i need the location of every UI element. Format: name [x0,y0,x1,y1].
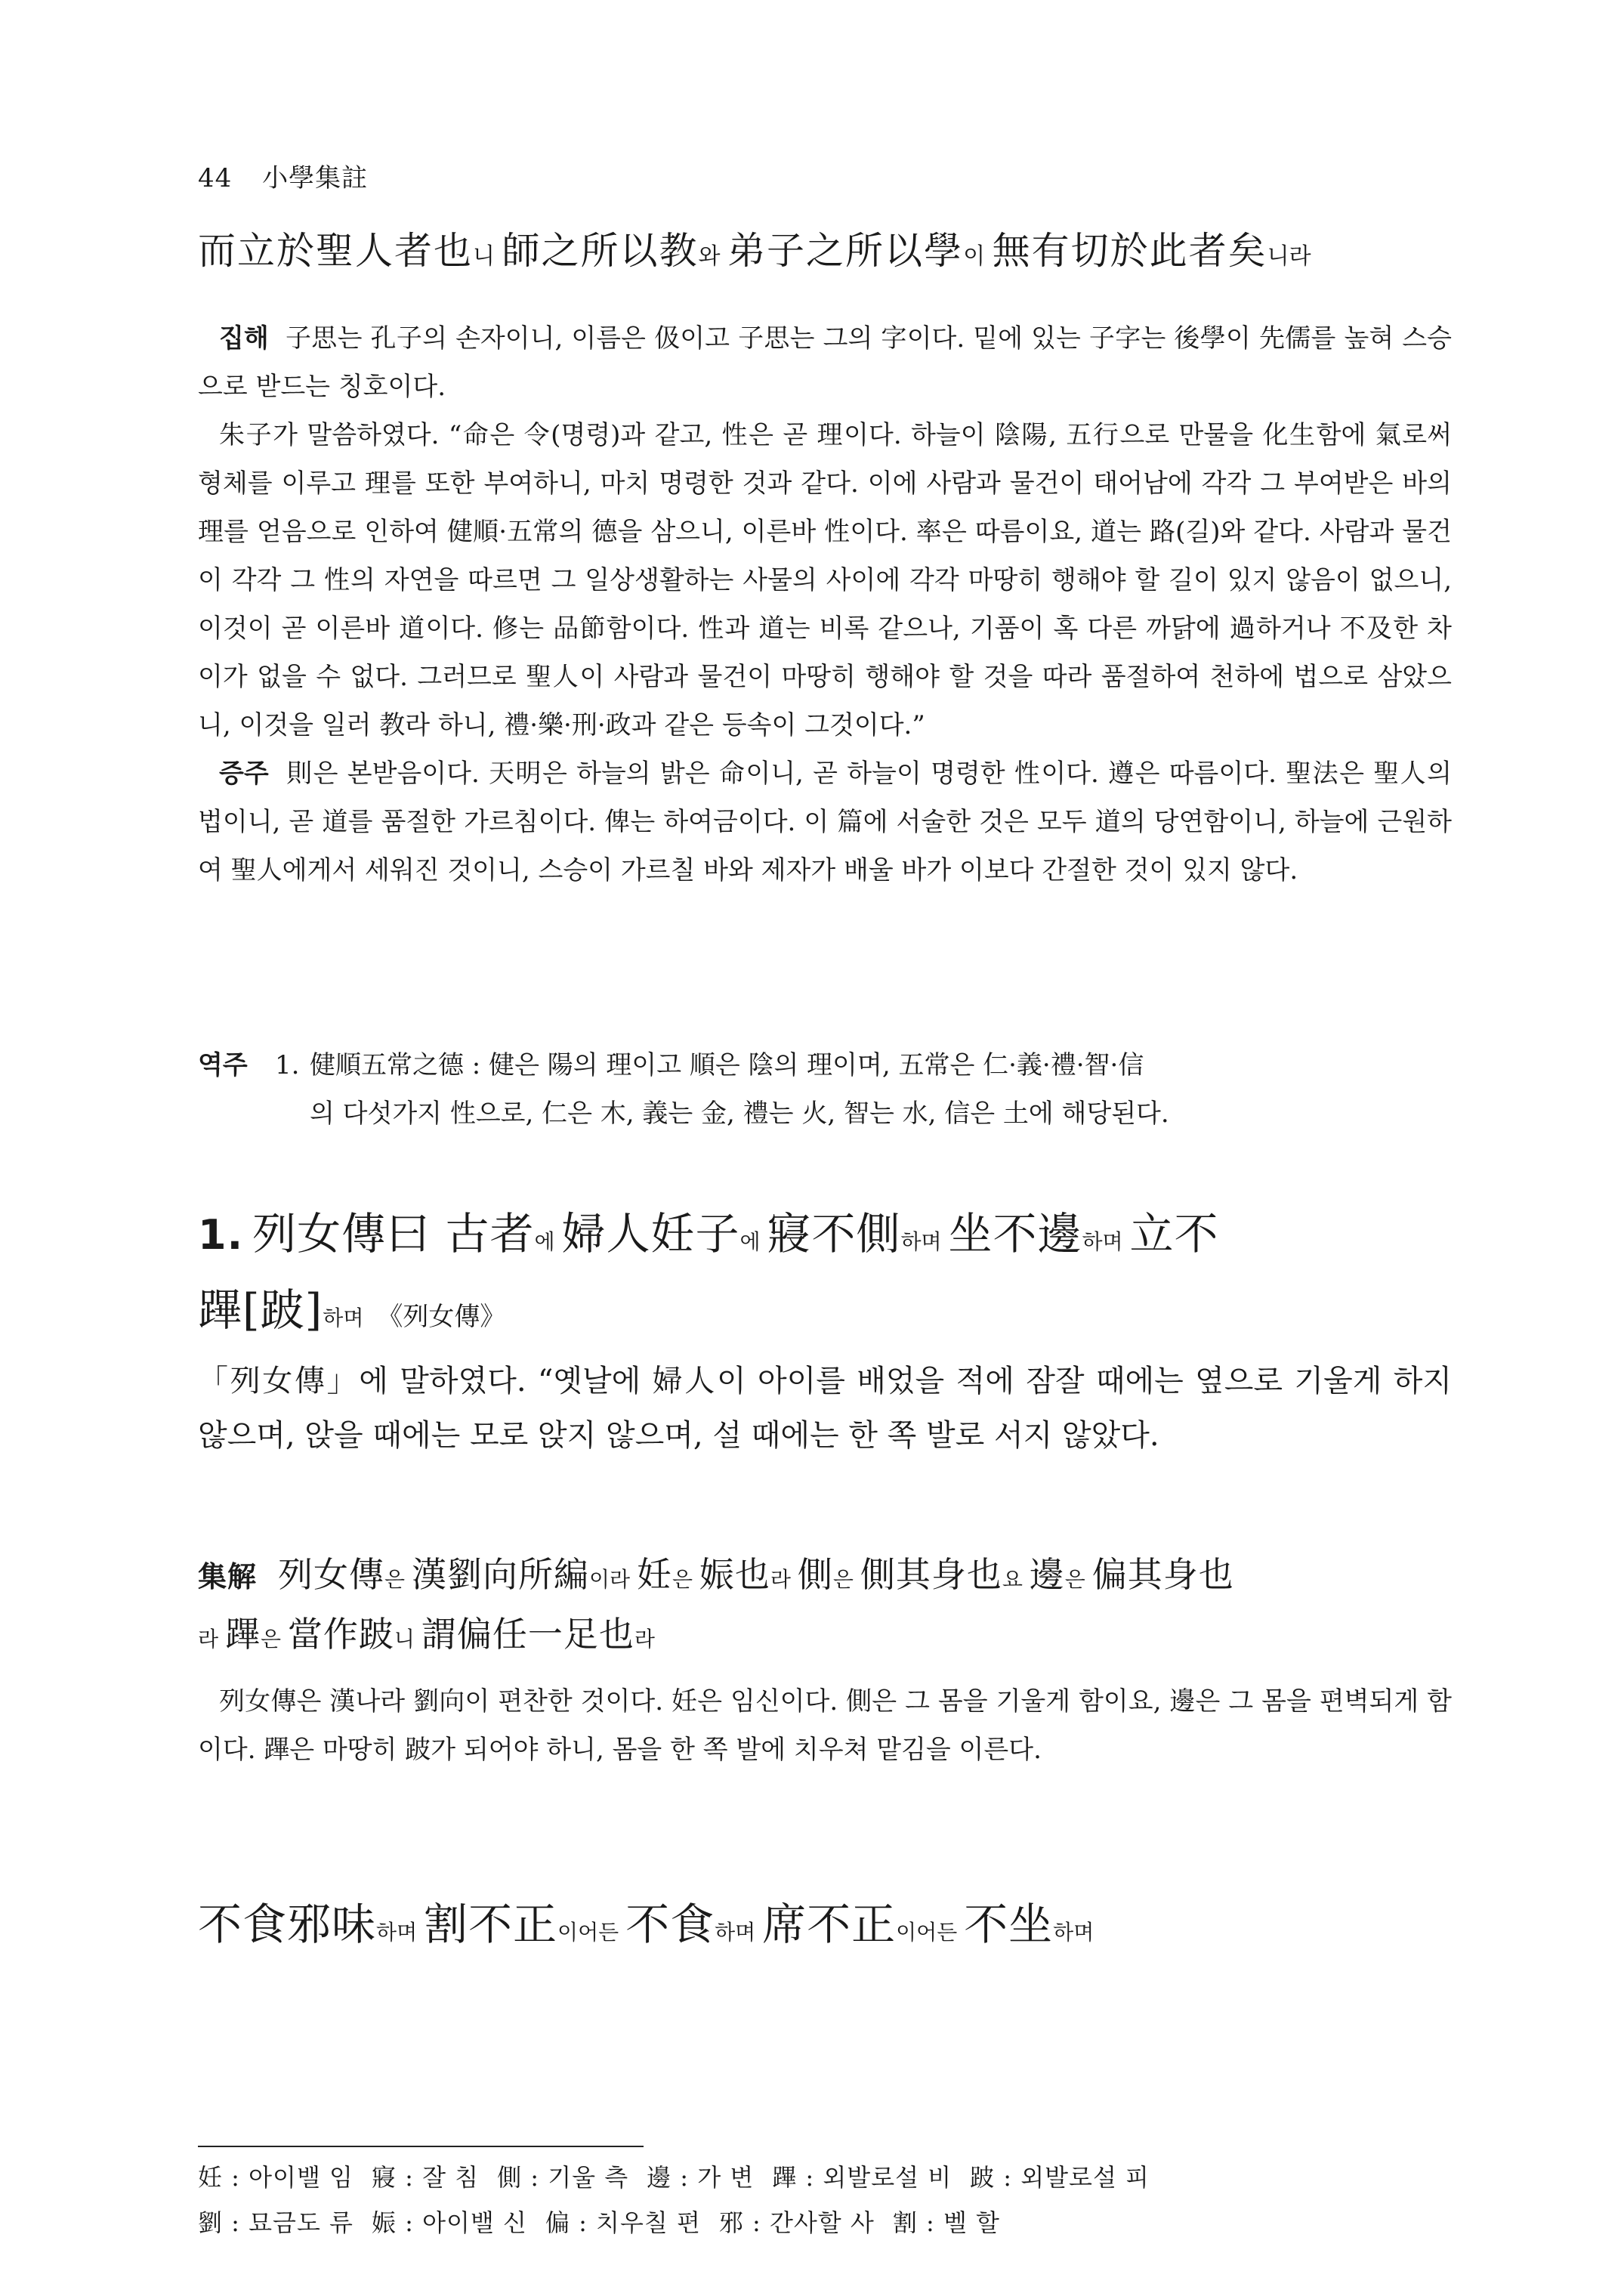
zhuzi-commentary: 朱子가 말씀하였다. “命은 令(명령)과 같고, 性은 곧 理이다. 하늘이 陰陽, 五行으로 만물을 化生함에 氣로써 형체를 이루고 理를 또한 부여하니, 마치 명령한 것과 같다. 이에 사람과 물건이 태어남에 각각 그 부여받은 바의 理를 얻음으로 인하여 健順·五常의 德을 삼으니, 이른바 性이다. 率은 따름이요, 道는 路(길)와 같다. 사람과 물건이 각각 그 性의 자연을 따르면 그 일상생활하는 사물의 사이에 각각 마땅히 행해야 할 길이 있지 않음이 없으니, 이것이 곧 이른바 道이다. 修는 品節함이다. 性과 道는 비록 같으나, 기품이 혹 다른 까닭에 過하거나 不及한 차이가 없을 수 없다. 그러므로 聖人이 사람과 물건이 마땅히 행해야 할 것을 따라 품절하여 천하에 법으로 삼았으니, 이것을 일러 教라 하니, 禮·樂·刑·政과 같은 등속이 그것이다.” [198,420,1452,740]
hangul-particle: 니라 [1267,243,1311,270]
section-heading-line-2 [198,1284,363,1336]
running-header [198,157,1452,194]
classical-text-line [198,227,1452,276]
section-number: 1. [198,1211,244,1259]
hangul-particle: 은 [672,1567,699,1592]
hanja-text: 不食邪味 [198,1899,377,1950]
footnote-divider [198,2146,644,2147]
hangul-particle: 하며 [1053,1920,1095,1945]
hangul-particle: 하며 [715,1920,763,1945]
hangul-particle: 하며 [323,1306,364,1330]
hanja-text: 列女傳 [278,1554,385,1595]
jiphae-translation-text: 列女傳은 漢나라 劉向이 편찬한 것이다. 妊은 임신이다. 側은 그 몸을 기울게 함이요, 邊은 그 몸을 편벽되게 함이다. 蹕은 마땅히 跛가 되어야 하니, 몸을 한 쪽 발에 치우쳐 맡김을 이른다. [198,1686,1452,1765]
glossary-row-1 [198,2155,1452,2200]
hangul-particle: 이라 [588,1567,637,1592]
glossary-entry: 妊 : 아이밸 임 [198,2163,354,2192]
korean-translation [198,1354,1452,1463]
hanja-text: 不食 [625,1899,715,1950]
glossary-entry: 寢 : 잘 침 [371,2163,480,2192]
hangul-particle: 하며 [900,1229,949,1254]
translator-note [198,1041,1452,1138]
hanja-text: 立不 [1129,1208,1219,1259]
note-line-1: 健順五常之德 : 健은 陽의 理이고 順은 陰의 理이며, 五常은 仁·義·禮·智·信 [310,1050,1144,1080]
jiphae-block [198,314,1452,895]
book-title: 小學集註 [262,163,369,193]
jiphae-classical-label: 集解 [198,1559,258,1593]
note-line-2: 의 다섯가지 性으로, 仁은 木, 義는 金, 禮는 火, 智는 水, 信은 土에 해당된다. [310,1099,1169,1129]
hanja-text: 婦人妊子 [561,1208,740,1259]
hanja-text: 列女傳曰 古者 [252,1208,535,1259]
glossary-entry: 邊 : 가 변 [647,2163,755,2192]
yeokju-label: 역주 [198,1050,248,1080]
glossary-entry: 娠 : 아이밸 신 [371,2208,527,2237]
hangul-particle: 은 [832,1567,860,1592]
hanja-text: 側 [797,1554,833,1595]
glossary-entry: 邪 : 간사할 사 [718,2208,875,2237]
note-number: 1. [275,1050,300,1080]
hanja-text: 偏其身也 [1091,1554,1234,1595]
jiphae-classical-line-1 [278,1554,1234,1595]
hanja-text: 當作跛 [287,1614,394,1655]
hanja-text: 蹕 [224,1614,261,1655]
glossary-entry: 劉 : 묘금도 류 [198,2208,354,2237]
page-number: 44 [198,163,233,193]
classical-text-line-2 [198,1889,1452,1952]
section-heading [198,1200,1452,1352]
hanja-text: 不坐 [964,1899,1054,1950]
hanja-text: 無有切於此者矣 [992,229,1267,273]
hanja-text: 蹕[跛] [198,1284,323,1336]
hanja-text: 謂偏任一足也 [421,1614,634,1655]
glossary-entry: 割 : 벨 할 [892,2208,1000,2237]
hangul-particle: 라 [634,1627,655,1652]
hanja-text: 而立於聖人者也 [198,229,473,273]
hanja-text: 坐不邊 [948,1208,1082,1259]
hangul-particle: 은 [1064,1567,1092,1592]
hangul-particle: 라 [770,1567,798,1592]
glossary-entry: 蹕 : 외발로설 비 [772,2163,952,2192]
jiphae-label: 집해 [219,323,269,354]
section-source: 《列女傳》 [377,1302,506,1332]
glossary-entry: 側 : 기울 측 [497,2163,629,2192]
jiphae-text: 子思는 孔子의 손자이니, 이름은 伋이고 子思는 그의 字이다. 밑에 있는 子字는 後學이 先儒를 높혀 스승으로 받드는 칭호이다. [198,323,1452,402]
glossary-row-2 [198,2200,1452,2245]
hangul-particle: 요 [1002,1567,1030,1592]
hangul-particle: 라 [198,1627,225,1652]
hangul-particle: 와 [698,243,728,270]
glossary-entry: 偏 : 치우칠 편 [545,2208,701,2237]
hangul-particle: 이어든 [557,1920,626,1945]
translation-text: 「列女傳」에 말하였다. “옛날에 婦人이 아이를 배었을 적에 잠잘 때에는 옆으로 기울게 하지 않으며, 앉을 때에는 모로 앉지 않으며, 설 때에는 한 쪽 발로 서지 않았다. [198,1364,1452,1453]
glossary [198,2155,1452,2245]
jiphae-classical [198,1547,1452,1667]
section-heading-line-1 [252,1208,1218,1259]
jeungju-label: 증주 [219,759,269,789]
hangul-particle: 이 [963,243,993,270]
hangul-particle: 은 [384,1567,412,1592]
hanja-text: 娠也 [699,1554,770,1595]
hangul-particle: 에 [739,1229,767,1254]
hangul-particle: 은 [260,1627,288,1652]
hanja-text: 漢劉向所編 [411,1554,589,1595]
hangul-particle: 니 [473,243,502,270]
hangul-particle: 이어든 [896,1920,965,1945]
hanja-text: 弟子之所以學 [727,229,964,273]
jeungju-text: 則은 본받음이다. 天明은 하늘의 밝은 命이니, 곧 하늘이 명령한 性이다. 遵은 따름이다. 聖法은 聖人의 법이니, 곧 道를 품절한 가르침이다. 俾는 하여금이다. 이 篇에 서술한 것은 모두 道의 당연함이니, 하늘에 근원하여 聖人에게서 세워진 것이니, 스승이 가르칠 바와 제자가 배울 바가 이보다 간절한 것이 있지 않다. [198,759,1452,885]
hanja-text: 席不正 [762,1899,897,1950]
hanja-text: 割不正 [424,1899,558,1950]
hanja-text: 妊 [636,1554,672,1595]
hangul-particle: 하며 [376,1920,425,1945]
hanja-text: 寢不側 [767,1208,901,1259]
hangul-particle: 에 [534,1229,562,1254]
jiphae-translation [198,1677,1452,1774]
hanja-text: 邊 [1029,1554,1065,1595]
glossary-entry: 跛 : 외발로설 피 [970,2163,1150,2192]
jiphae-classical-line-2 [198,1607,1452,1667]
hanja-text: 側其身也 [860,1554,1002,1595]
hanja-text: 師之所以教 [502,229,699,273]
hangul-particle: 니 [394,1627,421,1652]
hangul-particle: 하며 [1082,1229,1130,1254]
